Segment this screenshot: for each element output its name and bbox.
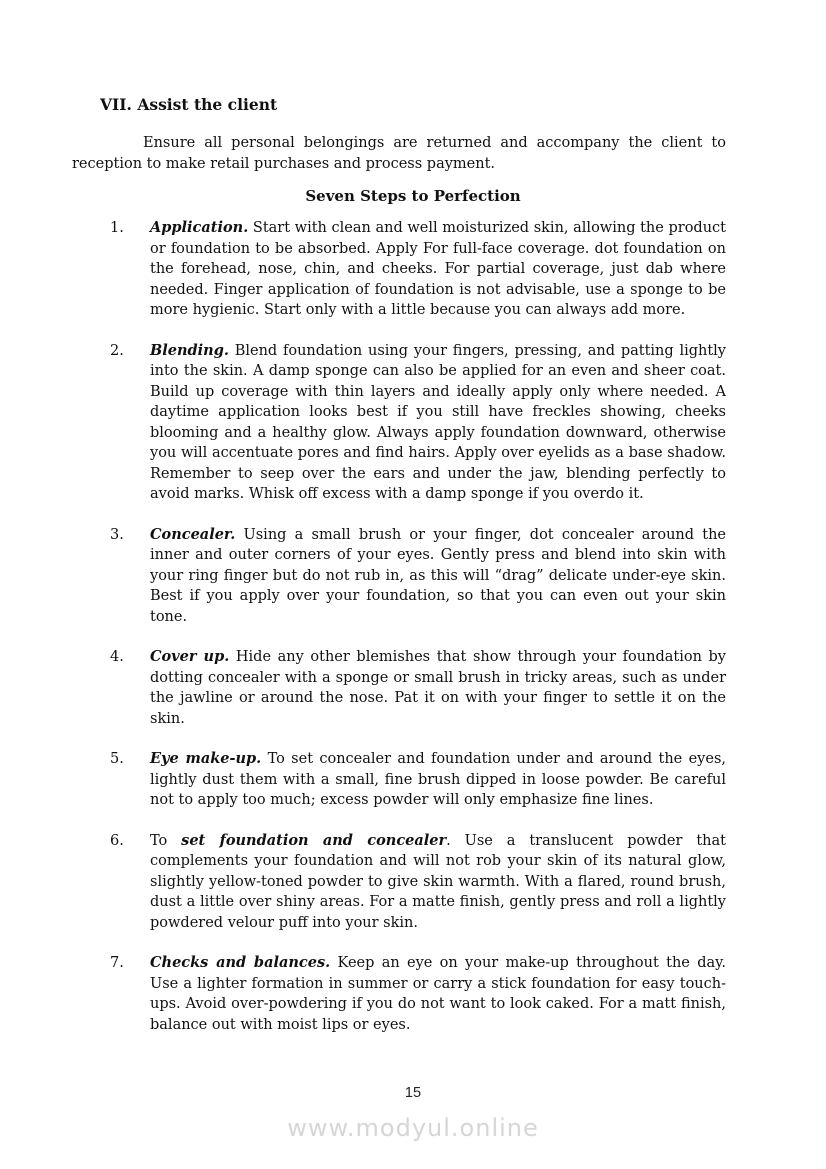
step-lead: Eye make-up. [150,750,262,767]
step-lead: Checks and balances. [150,954,331,971]
step-item [110,647,726,729]
step-body: Using a small brush or your finger, dot concealer around the inner and outer corners of your eyes. Gently press and blend into skin with your ring finger but do not rub in, as this will “drag” delicate under-eye skin. Best if you apply over your foundation, so that you can even out your skin tone. [150,526,726,625]
step-number: 1. [110,220,124,236]
step-lead: Blending. [150,341,229,359]
step-item [110,749,726,811]
step-body: Blend foundation using your fingers, pressing, and patting lightly into the skin. A damp sponge can also be applied for an even and sheer coat. Build up coverage with thin layers and ideally apply only where needed. A daytime application looks best if you still have freckles showing, cheeks blooming and a healthy glow. Always apply foundation downward, otherwise you will accentuate pores and find hairs. Apply over eyelids as a base shadow. Remember to seep over the ears and under the jaw, blending perfectly to avoid marks. Whisk off excess with a damp sponge if you overdo it. [150,342,726,502]
step-number: 6. [110,832,124,849]
step-body: Hide any other blemishes that show through your foundation by dotting concealer with a sponge or small brush in tricky areas, such as under the jawline or around the nose. Pat it on with your finger to settle it on the skin. [150,649,726,727]
step-lead: Cover up. [150,648,230,665]
section-heading: VII. Assist the client [100,95,278,114]
step-text [150,831,726,934]
step-text [150,218,726,321]
steps-list [72,218,726,1035]
subtitle: Seven Steps to Perfection [305,187,521,205]
step-body: To set concealer and foundation under and around the eyes, lightly dust them with a small, fine brush dipped in loose powder. Be careful not to apply too much; excess powder will only emphasize fine lines. [150,751,726,808]
step-body: . Use a translucent powder that complements your foundation and will not rob your skin of its natural glow, slightly yellow-toned powder to give skin warmth. With a flared, round brush, dust a little over shiny areas. For a matte finish, gently press and roll a lightly powdered velour puff into your skin. [150,832,726,931]
step-lead: Concealer. [150,525,236,543]
step-body: Start with clean and well moisturized skin, allowing the product or foundation to be absorbed. Apply For full-face coverage. dot foundation on the forehead, nose, chin, and cheeks. For partial coverage, just dab where needed. Finger application of foundation is not advisable, use a sponge to be more hygienic. Start only with a little because you can always add more. [150,220,726,318]
step-item [110,525,726,628]
step-number: 4. [110,649,124,665]
step-pre: To [150,832,182,849]
page-number: 15 [404,1085,422,1101]
step-item [110,831,726,934]
watermark: www.modyul.online [287,1114,539,1142]
step-item [110,218,726,321]
step-body: Keep an eye on your make-up throughout the day. Use a lighter formation in summer or carry a stick foundation for easy touch-ups. Avoid over-powdering if you do not want to look caked. For a matt finish, balance out with moist lips or eyes. [150,955,727,1033]
step-number: 2. [110,342,124,359]
step-text [150,953,726,1035]
step-item [110,953,726,1035]
step-lead: Application. [150,219,249,236]
step-text [150,749,726,811]
intro-paragraph: Ensure all personal belongings are returned and accompany the client to reception to make retail purchases and process payment. [72,135,726,172]
step-number: 5. [110,751,124,767]
step-number: 3. [110,526,124,543]
step-text [150,525,726,628]
step-number: 7. [110,955,124,971]
step-text [150,647,726,729]
step-lead: set foundation and concealer [181,831,447,849]
step-text [150,341,726,505]
step-item [110,341,726,505]
